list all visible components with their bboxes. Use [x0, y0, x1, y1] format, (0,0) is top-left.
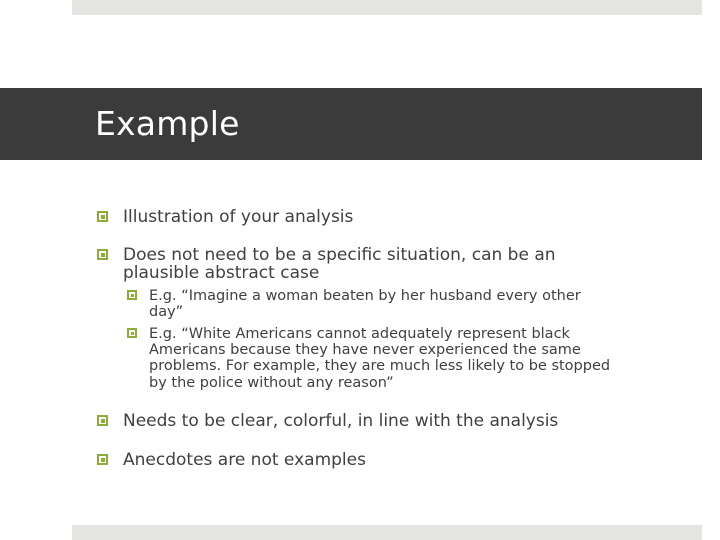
slide-title: Example: [95, 104, 240, 143]
bullet-text: day”: [149, 304, 184, 321]
bullet-text: Americans because they have never experienced the same: [149, 342, 581, 359]
bullet-text: E.g. “Imagine a woman beaten by her husband every other: [149, 288, 581, 304]
square-bullet-icon: [97, 415, 108, 426]
square-bullet-icon: [97, 211, 108, 222]
bullet-text: E.g. “White Americans cannot adequately represent black: [149, 326, 570, 342]
bottom-decorative-strip: [72, 525, 702, 540]
square-bullet-icon: [97, 249, 108, 260]
bullet-text: Illustration of your analysis: [123, 207, 354, 227]
bullet-text: problems. For example, they are much less likely to be stopped: [149, 358, 611, 375]
bullet-text: Needs to be clear, colorful, in line with the analysis: [123, 411, 559, 431]
bullet-text: by the police without any reason”: [149, 374, 394, 391]
bullet-text: plausible abstract case: [123, 263, 320, 283]
bullet-text: Anecdotes are not examples: [123, 450, 366, 470]
square-bullet-icon: [127, 328, 137, 338]
bullet-text: Does not need to be a specific situation, can be an: [123, 245, 556, 265]
top-decorative-strip: [72, 0, 702, 15]
square-bullet-icon: [127, 290, 137, 300]
square-bullet-icon: [97, 454, 108, 465]
